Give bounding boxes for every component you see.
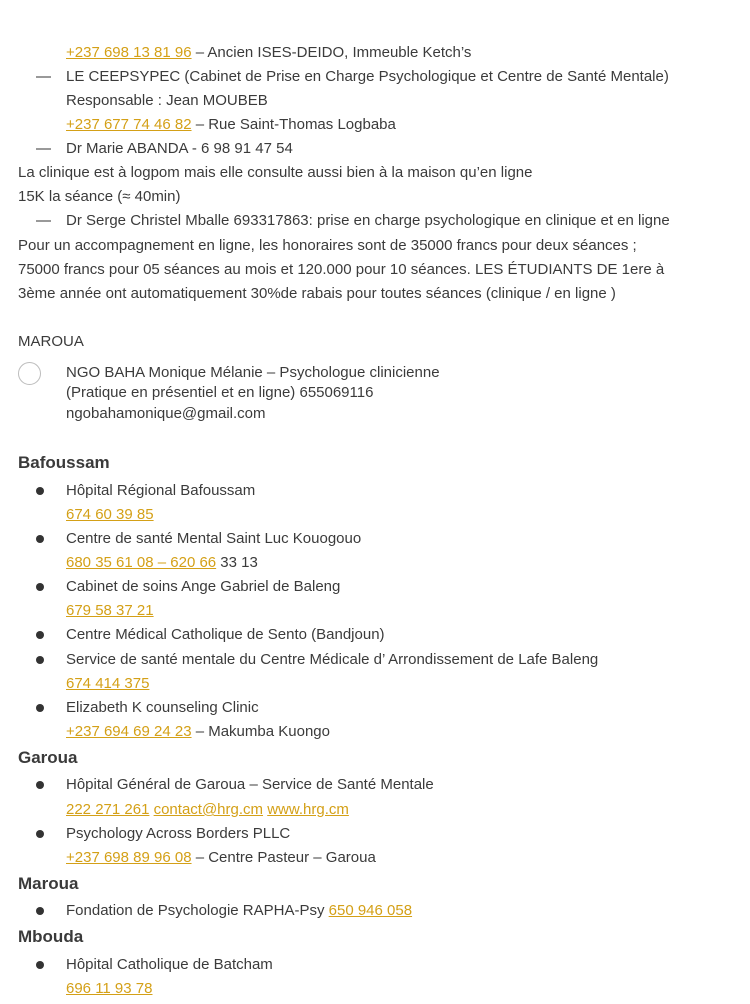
bullet-icon [36, 631, 44, 639]
ngo-baha-line-2: (Pratique en présentiel et en ligne) 655069116 [66, 384, 374, 401]
phone-link[interactable]: +237 698 13 81 96 [66, 44, 192, 61]
phone-line: +237 694 69 24 23 – Makumba Kuongo [66, 723, 330, 740]
phone-link[interactable]: 222 271 261 [66, 801, 150, 818]
ngo-baha-line: NGO BAHA Monique Mélanie – Psychologue clinicienne [66, 364, 440, 381]
list-item: Centre de santé Mental Saint Luc Kouogouo [66, 530, 362, 547]
mballe-line: Dr Serge Christel Mballe 693317863: prise en charge psychologique en clinique et en ligne [66, 212, 670, 229]
website-link[interactable]: www.hrg.cm [267, 801, 349, 818]
list-item: Psychology Across Borders PLLC [66, 825, 291, 842]
bullet-icon [36, 535, 44, 543]
maroua-heading: Maroua [18, 874, 79, 893]
phone-line [66, 979, 152, 999]
ngo-baha-email: ngobahamonique@gmail.com [66, 405, 266, 422]
phone-link[interactable]: 679 58 37 21 [66, 602, 154, 619]
responsable-line: Responsable : Jean MOUBEB [66, 92, 268, 109]
phone-link[interactable]: 696 11 93 78 [66, 980, 153, 997]
list-item: Service de santé mentale du Centre Médicale d’ Arrondissement de Lafe Baleng [66, 651, 599, 668]
bafoussam-heading: Bafoussam [18, 453, 110, 472]
contact-line [66, 800, 349, 820]
abanda-line: Dr Marie ABANDA - 6 98 91 47 54 [66, 140, 293, 157]
ceepsypec-line: LE CEEPSYPEC (Cabinet de Prise en Charge Psychologique et Centre de Santé Mentale) [66, 68, 669, 85]
phone-link[interactable]: 674 60 39 85 [66, 506, 154, 523]
phone-link[interactable]: 680 35 61 08 – 620 66 [66, 554, 217, 571]
dash-marker: — [36, 140, 51, 157]
bullet-icon [36, 704, 44, 712]
bullet-icon [36, 907, 44, 915]
phone-link[interactable]: +237 698 89 96 08 [66, 849, 192, 866]
phone-line [66, 674, 149, 694]
dash-marker: — [36, 68, 51, 85]
list-item: Hôpital Général de Garoua – Service de Santé Mentale [66, 776, 434, 793]
bullet-icon [36, 656, 44, 664]
phone-link[interactable]: +237 677 74 46 82 [66, 116, 192, 133]
honoraires-line: Pour un accompagnement en ligne, les honoraires sont de 35000 francs pour deux séances ; [18, 237, 637, 254]
mbouda-heading: Mbouda [18, 927, 84, 946]
phone-line: 680 35 61 08 – 620 66 33 13 [66, 554, 258, 571]
bullet-icon [36, 583, 44, 591]
clinique-line: La clinique est à logpom mais elle consulte aussi bien à la maison qu’en ligne [18, 164, 533, 181]
list-item: Centre Médical Catholique de Sento (Bandjoun) [66, 626, 385, 643]
bullet-icon [36, 487, 44, 495]
list-item: Hôpital Catholique de Batcham [66, 956, 273, 973]
list-item: Elizabeth K counseling Clinic [66, 699, 259, 716]
list-item: Cabinet de soins Ange Gabriel de Baleng [66, 578, 341, 595]
email-link[interactable]: contact@hrg.cm [153, 801, 264, 818]
phone-line: +237 698 89 96 08 – Centre Pasteur – Garoua [66, 849, 376, 866]
bullet-icon [36, 961, 44, 969]
phone-link[interactable]: +237 694 69 24 23 [66, 723, 192, 740]
ises-deido-line: +237 698 13 81 96 – Ancien ISES-DEIDO, Immeuble Ketch’s [66, 44, 472, 61]
dash-marker: — [36, 212, 51, 229]
maroua-top-title: MAROUA [18, 333, 84, 350]
phone-link[interactable]: 650 946 058 [328, 902, 413, 919]
list-item: Hôpital Régional Bafoussam [66, 482, 256, 499]
honoraires-line-2: 75000 francs pour 05 séances au mois et 120.000 pour 10 séances. LES ÉTUDIANTS DE 1ere à [18, 261, 665, 278]
phone-line [66, 505, 154, 525]
bullet-icon [36, 830, 44, 838]
phone-line [66, 601, 154, 621]
bullet-icon [36, 781, 44, 789]
list-item: Fondation de Psychologie RAPHA-Psy 650 946 058 [66, 902, 413, 919]
tarif-line: 15K la séance (≈ 40min) [18, 188, 181, 205]
checkbox-circle[interactable] [18, 362, 41, 385]
phone-link[interactable]: 674 414 375 [66, 675, 150, 692]
logbaba-line: +237 677 74 46 82 – Rue Saint-Thomas Logbaba [66, 116, 396, 133]
honoraires-line-3: 3ème année ont automatiquement 30%de rabais pour toutes séances (clinique / en ligne ) [18, 285, 616, 302]
garoua-heading: Garoua [18, 748, 78, 767]
